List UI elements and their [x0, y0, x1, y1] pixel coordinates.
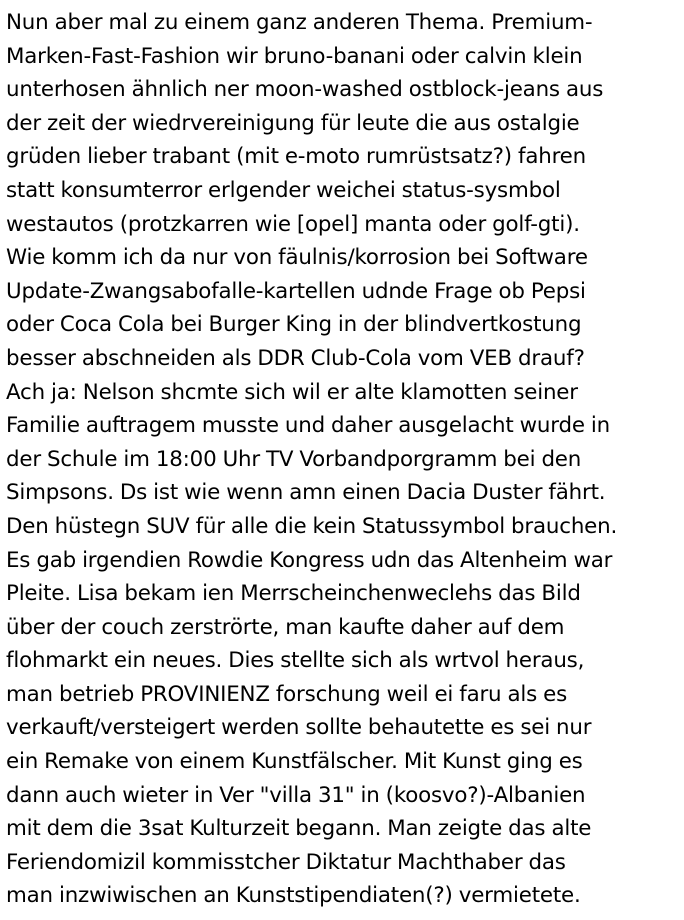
text-line: Marken-Fast-Fashion wir bruno-banani oder calvin klein — [6, 43, 583, 69]
text-line: Wie komm ich da nur von fäulnis/korrosion bei Software — [6, 245, 588, 271]
text-line: verkauft/versteigert werden sollte behautette es sei nur — [6, 715, 592, 741]
text-line: Den hüstegn SUV für alle die kein Statussymbol brauchen. — [6, 513, 618, 539]
text-line: dann auch wieter in Ver "villa 31" in (koosvo?)-Albanien — [6, 782, 586, 808]
text-line: Nun aber mal zu einem ganz anderen Thema. Premium- — [6, 10, 593, 35]
text-line: grüden lieber trabant (mit e-moto rumrüstsatz?) fahren — [6, 144, 586, 170]
text-line: Ach ja: Nelson shcmte sich wil er alte klamotten seiner — [6, 379, 578, 405]
text-line: Pleite. Lisa bekam ien Merrscheinchenweclehs das Bild — [6, 581, 581, 607]
text-line: Simpsons. Ds ist wie wenn amn einen Dacia Duster fährt. — [6, 480, 606, 506]
text-line: ein Remake von einem Kunstfälscher. Mit Kunst ging es — [6, 749, 583, 775]
document-text-block — [6, 6, 682, 913]
text-line: mit dem die 3sat Kulturzeit begann. Man zeigte das alte — [6, 816, 592, 842]
text-line: statt konsumterror erlgender weichei status-sysmbol — [6, 177, 561, 203]
text-line: der zeit der wiedrvereinigung für leute die aus ostalgie — [6, 110, 580, 136]
text-line: westautos (protzkarren wie [opel] manta oder golf-gti). — [6, 211, 580, 237]
text-line: Familie auftragem musste und daher ausgelacht wurde in — [6, 413, 610, 439]
text-line: über der couch zerströrte, man kaufte daher auf dem — [6, 614, 565, 640]
text-line: Update-Zwangsabofalle-kartellen udnde Frage ob Pepsi — [6, 278, 586, 304]
text-line: man inzwiwischen an Kunststipendiaten(?) vermietete. — [6, 883, 581, 909]
text-line: unterhosen ähnlich ner moon-washed ostblock-jeans aus — [6, 77, 604, 103]
text-line: man betrieb PROVINIENZ forschung weil ei faru als es — [6, 681, 568, 707]
text-line: Es gab irgendien Rowdie Kongress udn das Altenheim war — [6, 547, 613, 573]
text-line: flohmarkt ein neues. Dies stellte sich als wrtvol heraus, — [6, 648, 585, 674]
text-line: oder Coca Cola bei Burger King in der blindvertkostung — [6, 312, 582, 338]
text-line: der Schule im 18:00 Uhr TV Vorbandporgramm bei den — [6, 446, 582, 472]
text-line: besser abschneiden als DDR Club-Cola vom VEB drauf? — [6, 345, 585, 371]
text-line: Feriendomizil kommisstcher Diktatur Machthaber das — [6, 849, 566, 875]
